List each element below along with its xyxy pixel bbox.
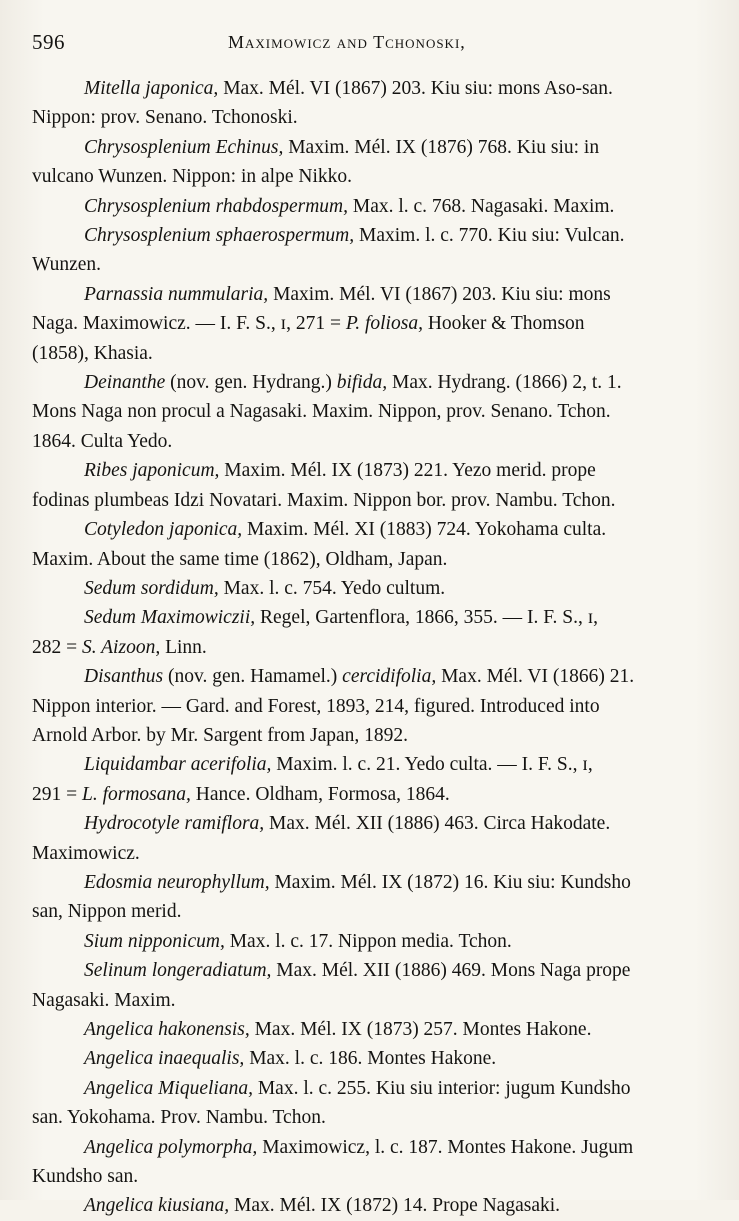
species-entry (32, 280, 704, 368)
species-entry (32, 1074, 704, 1133)
taxon-name: S. Aizoon, (82, 636, 161, 658)
citation-text: Max. Hydrang. (1866) 2, t. 1. (387, 372, 622, 394)
citation-text: Nagasaki. Maxim. (32, 989, 176, 1011)
taxon-name: cercidifolia, (342, 666, 437, 688)
entry-line (32, 692, 704, 721)
species-entry (32, 868, 704, 927)
citation-text: Wunzen. (32, 254, 102, 276)
entry-line (32, 339, 704, 368)
species-entry (32, 574, 704, 603)
species-entry (32, 603, 704, 662)
entry-line (32, 397, 704, 426)
entry-line (32, 1162, 704, 1191)
taxon-name: Disanthus (84, 666, 164, 688)
citation-text: Maximowicz. (32, 842, 140, 864)
taxon-name: P. foliosa, (345, 313, 423, 335)
citation-text: Maxim. l. c. 21. Yedo culta. — I. F. S., ɪ, (271, 754, 593, 776)
citation-text: (nov. gen. Hamamel.) (163, 666, 343, 688)
species-entry (32, 1133, 704, 1192)
citation-text: Max. l. c. 754. Yedo cultum. (218, 577, 446, 599)
citation-text: 1864. Culta Yedo. (32, 430, 173, 452)
citation-text: Max. Mél. XII (1886) 463. Circa Hakodate. (264, 813, 611, 835)
citation-text: Max. l. c. 255. Kiu siu interior: jugum Kundsho (252, 1077, 631, 1099)
citation-text: Naga. Maximowicz. — I. F. S., ɪ, 271 = (32, 313, 346, 335)
entry-line (32, 545, 704, 574)
entry-line (32, 1074, 704, 1103)
citation-text: Maxim. Mél. IX (1873) 221. Yezo merid. prope (219, 460, 596, 482)
entry-line (32, 133, 704, 162)
entry-line (32, 368, 704, 397)
citation-text: Max. Mél. XII (1886) 469. Mons Naga prope (271, 960, 631, 982)
entry-line (32, 280, 704, 309)
entry-line (32, 721, 704, 750)
species-entry (32, 1044, 704, 1073)
entry-line (32, 956, 704, 985)
citation-text: (nov. gen. Hydrang.) (165, 372, 337, 394)
citation-text: Arnold Arbor. by Mr. Sargent from Japan, 1892. (32, 724, 409, 746)
citation-text: Kundsho san. (32, 1166, 139, 1188)
entry-line (32, 868, 704, 897)
entry-line (32, 427, 704, 456)
species-entry (32, 456, 704, 515)
taxon-name: Sedum sordidum, (84, 577, 219, 599)
species-entry (32, 662, 704, 750)
citation-text: 291 = (32, 783, 82, 805)
citation-text: vulcano Wunzen. Nippon: in alpe Nikko. (32, 166, 352, 188)
taxon-name: Liquidambar acerifolia, (84, 754, 272, 776)
entry-line (32, 927, 704, 956)
taxon-name: Angelica polymorpha, (84, 1136, 258, 1158)
entry-line (32, 574, 704, 603)
species-entry (32, 1015, 704, 1044)
entry-line (32, 780, 704, 809)
species-entry (32, 1191, 704, 1220)
taxon-name: Mitella japonica, (84, 78, 219, 99)
citation-text: Linn. (160, 636, 207, 658)
citation-text: san. Yokohama. Prov. Nambu. Tchon. (32, 1107, 326, 1129)
entry-line (32, 839, 704, 868)
taxon-name: Sedum Maximowiczii, (84, 607, 256, 629)
citation-text: (1858), Khasia. (32, 342, 153, 364)
citation-text: san, Nippon merid. (32, 901, 182, 923)
species-entry (32, 750, 704, 809)
entry-line (32, 103, 704, 132)
citation-text: Regel, Gartenflora, 1866, 355. — I. F. S., ɪ, (255, 607, 599, 629)
species-entry (32, 192, 704, 221)
entry-line (32, 1103, 704, 1132)
running-head (32, 28, 712, 60)
citation-text: Nippon interior. — Gard. and Forest, 1893, 214, figured. Introduced into (32, 695, 600, 717)
running-title: Maximowicz and Tchonoski, (228, 32, 466, 52)
entry-line (32, 250, 704, 279)
taxon-name: Angelica hakonensis, (84, 1019, 250, 1040)
citation-text: Maxim. About the same time (1862), Oldham, Japan. (32, 548, 448, 570)
entry-line (32, 515, 704, 544)
entry-line (32, 662, 704, 691)
species-entry (32, 368, 704, 456)
entry-line (32, 74, 704, 103)
entry-line (32, 986, 704, 1015)
citation-text: 282 = (32, 636, 82, 658)
citation-text: Hance. Oldham, Formosa, 1864. (190, 783, 450, 805)
taxon-name: Sium nipponicum, (84, 930, 225, 952)
species-entry (32, 515, 704, 574)
entry-line (32, 809, 704, 838)
citation-text: Maxim. Mél. XI (1883) 724. Yokohama culta. (242, 519, 607, 541)
citation-text: Maximowicz, l. c. 187. Montes Hakone. Jugum (257, 1136, 634, 1158)
species-entry (32, 221, 704, 280)
citation-text: Nippon: prov. Senano. Tchonoski. (32, 107, 298, 129)
entry-line (32, 750, 704, 779)
citation-text: Maxim. l. c. 770. Kiu siu: Vulcan. (354, 225, 625, 247)
taxon-name: Ribes japonicum, (84, 460, 220, 482)
citation-text: Max. l. c. 768. Nagasaki. Maxim. (347, 195, 615, 217)
species-entry (32, 809, 704, 868)
entry-line (32, 1015, 704, 1044)
citation-text: Max. Mél. VI (1866) 21. (436, 666, 635, 688)
citation-text: Max. l. c. 17. Nippon media. Tchon. (224, 930, 512, 952)
taxon-name: L. formosana, (82, 783, 191, 805)
citation-text: Max. Mél. IX (1872) 14. Prope Nagasaki. (229, 1195, 561, 1217)
entry-line (32, 486, 704, 515)
taxon-name: Selinum longeradiatum, (84, 960, 272, 982)
species-entry (32, 927, 704, 956)
citation-text: Hooker & Thomson (422, 313, 585, 335)
citation-text: Maxim. Mél. VI (1867) 203. Kiu siu: mons (268, 283, 611, 305)
taxon-name: Hydrocotyle ramiflora, (84, 813, 265, 835)
taxon-name: Angelica inaequalis, (84, 1048, 245, 1070)
citation-text: Max. l. c. 186. Montes Hakone. (244, 1048, 497, 1070)
citation-text: Maxim. Mél. IX (1876) 768. Kiu siu: in (283, 136, 600, 158)
species-entry (32, 133, 704, 192)
entry-line (32, 897, 704, 926)
citation-text: Mons Naga non procul a Nagasaki. Maxim. Nippon, prov. Senano. Tchon. (32, 401, 611, 423)
entry-line (32, 162, 704, 191)
entry-line (32, 633, 704, 662)
entry-line (32, 192, 704, 221)
citation-text: Maxim. Mél. IX (1872) 16. Kiu siu: Kundsho (269, 871, 631, 893)
citation-text: Max. Mél. IX (1873) 257. Montes Hakone. (249, 1019, 592, 1040)
taxon-name: bifida, (336, 372, 388, 394)
entry-line (32, 221, 704, 250)
citation-text: fodinas plumbeas Idzi Novatari. Maxim. Nippon bor. prov. Nambu. Tchon. (32, 489, 616, 511)
taxon-name: Chrysosplenium rhabdospermum, (84, 195, 348, 217)
page-number: 596 (32, 30, 65, 54)
entry-line (32, 1133, 704, 1162)
entry-line (32, 603, 704, 632)
entry-line (32, 1044, 704, 1073)
species-list (32, 74, 704, 1221)
taxon-name: Cotyledon japonica, (84, 519, 243, 541)
species-entry (32, 956, 704, 1015)
citation-text: Max. Mél. VI (1867) 203. Kiu siu: mons Aso-san. (218, 78, 613, 99)
taxon-name: Chrysosplenium Echinus, (84, 136, 284, 158)
taxon-name: Deinanthe (84, 372, 166, 394)
taxon-name: Angelica kiusiana, (84, 1195, 230, 1217)
taxon-name: Chrysosplenium sphaerospermum, (84, 225, 355, 247)
taxon-name: Edosmia neurophyllum, (84, 871, 270, 893)
entry-line (32, 309, 704, 338)
entry-line (32, 456, 704, 485)
taxon-name: Parnassia nummularia, (84, 283, 269, 305)
species-entry (32, 74, 704, 133)
entry-line (32, 1191, 704, 1220)
taxon-name: Angelica Miqueliana, (84, 1077, 253, 1099)
